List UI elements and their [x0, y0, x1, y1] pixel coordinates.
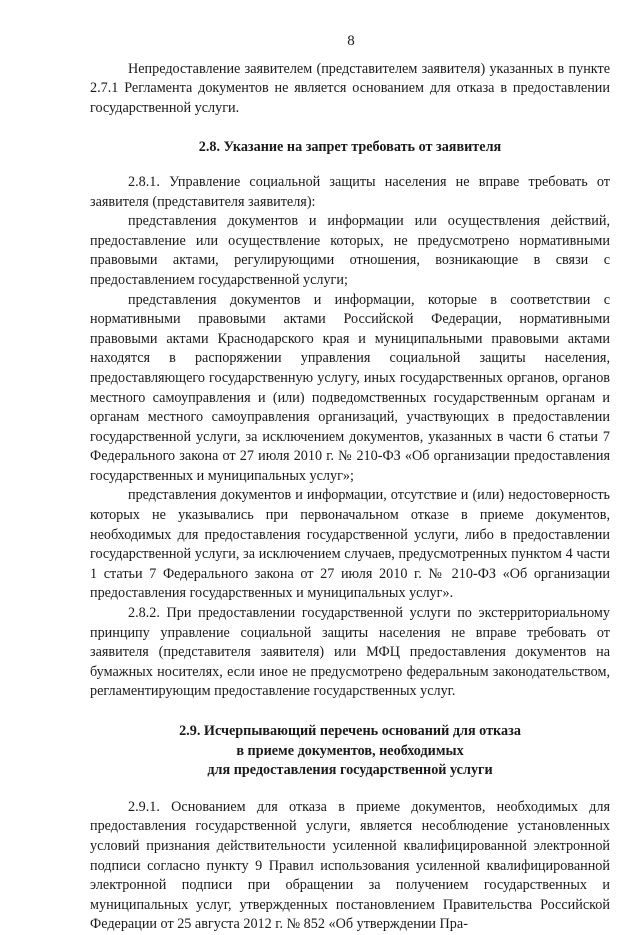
section-2-8-paragraph-5: 2.8.2. При предоставлении государственной услуги по экстерриториальному принципу управление социальной защиты населения не вправе требовать от заявителя (представителя заявителя) или МФЦ предоставления документов на бумажных носителях, если иное не предусмотрено федеральным законодательством, регламентирующим предоставление государственных услуг. — [90, 605, 610, 700]
section-2-9-heading — [90, 722, 610, 781]
section-2-9-heading-line-3: для предоставления государственной услуги — [207, 762, 493, 779]
section-2-8-paragraph-2: представления документов и информации или осуществления действий, предоставление или осуществление которых, не предусмотрено нормативными правовыми актами, регулирующими отношения, возникающие в связи с предоставлением государственной услуги; — [90, 213, 610, 288]
section-2-9-heading-line-2: в приеме документов, необходимых — [236, 742, 464, 759]
intro-paragraph: Непредоставление заявителем (представителем заявителя) указанных в пункте 2.7.1 Регламента документов не является основанием для отказа в предоставлении государственной услуги. — [90, 60, 610, 116]
section-2-8-paragraph-3: представления документов и информации, которые в соответствии с нормативными правовыми актами Российской Федерации, нормативными правовыми актами Краснодарского края и муниципальными правовыми актами находятся в распоряжении управления социальной защиты населения, предоставляющего государственную услугу, иных государственных органов, органов местного самоуправления и (или) подведомственных государственным органам и органам местного самоуправления организаций, участвующих в предоставлении государственной услуги, за исключением документов, указанных в части 6 статьи 7 Федерального закона от 27 июля 2010 г. № 210-ФЗ «Об организации предоставления государственных и муниципальных услуг»; — [90, 291, 610, 484]
section-2-9-heading-line-1: 2.9. Исчерпывающий перечень оснований для отказа — [179, 723, 521, 739]
section-2-8-heading: 2.8. Указание на запрет требовать от заявителя — [198, 139, 502, 156]
section-2-9-paragraph-1: 2.9.1. Основанием для отказа в приеме документов, необходимых для предоставления государственной услуги, является несоблюдение установленных условий признания действительности усиленной квалифицированной электронной подписи согласно пункту 9 Правил использования усиленной квалифицированной электронной подписи при обращении за получением государственных и муниципальных услуг, утвержденных постановлением Правительства Российской Федерации от 25 августа 2012 г. № 852 «Об утверждении Пра- — [90, 798, 610, 933]
section-2-8-paragraph-1: 2.8.1. Управление социальной защиты населения не вправе требовать от заявителя (представителя заявителя): — [90, 173, 610, 210]
page-number: 8 — [347, 33, 355, 49]
section-2-8-paragraph-4: представления документов и информации, отсутствие и (или) недостоверность которых не указывались при первоначальном отказе в приеме документов, необходимых для предоставления государственной услуги, либо в предоставлении государственной услуги, за исключением случаев, предусмотренных пунктом 4 части 1 статьи 7 Федерального закона от 27 июля 2010 г. № 210-ФЗ «Об организации предоставления государственных и муниципальных услуг». — [90, 487, 610, 602]
